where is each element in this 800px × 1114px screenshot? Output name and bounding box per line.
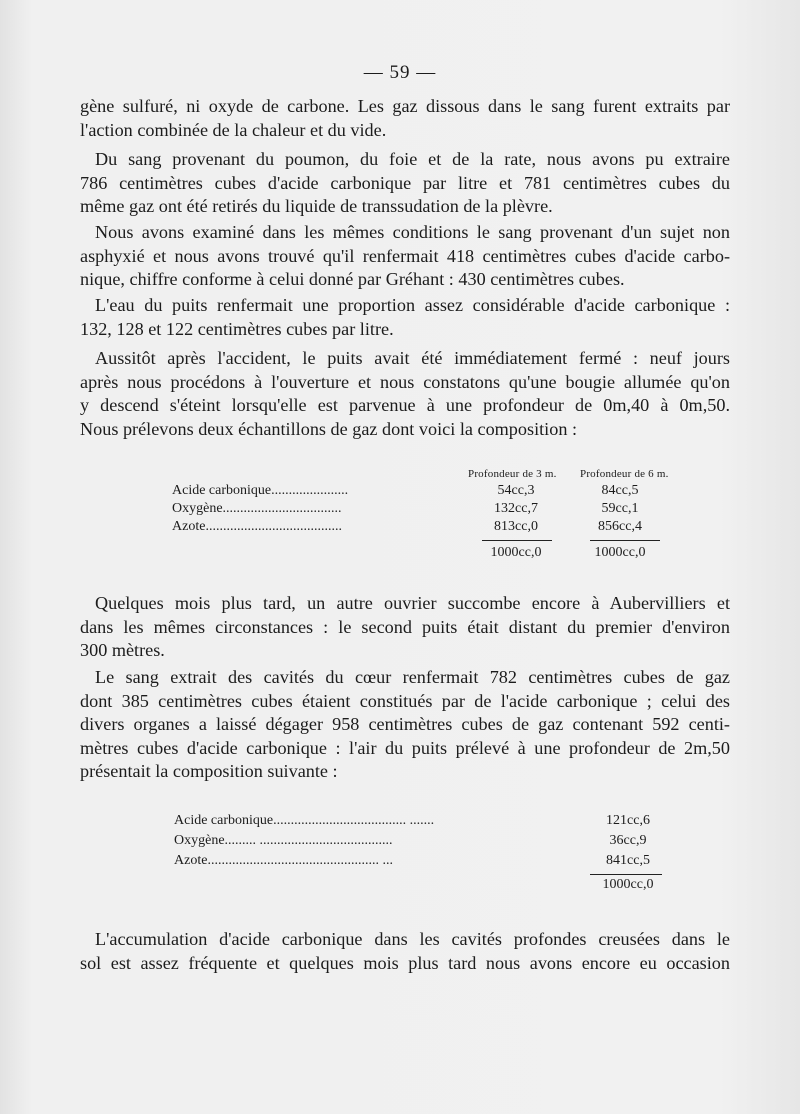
text-line: y descend s'éteint lorsqu'elle est parvenue à une profondeur de 0m,40 à 0m,50. [80,395,730,415]
text-line: 300 mètres. [80,640,165,660]
text-line: Nous avons examiné dans les mêmes conditions le sang provenant d'un sujet non [95,222,730,242]
text-line: nique, chiffre conforme à celui donné par Gréhant : 430 centimètres cubes. [80,269,625,289]
table-total-row [174,876,694,894]
paragraph-1 [80,95,730,142]
text-line: Le sang extrait des cavités du cœur renfermait 782 centimètres cubes de gaz [95,667,730,687]
column-header: Profondeur de 3 m. [468,468,557,480]
leader-dots: ...................... [271,483,349,498]
row-label: Acide carbonique [174,813,274,828]
table-cell: 84cc,5 [601,483,639,498]
table-row [172,500,692,518]
text-line: Aussitôt après l'accident, le puits avait été immédiatement fermé : neuf jours [95,348,730,368]
row-label: Azote [174,853,208,868]
leader-dots: ....................................... [205,519,342,534]
leader-dots: ...................................... ....... [273,813,435,828]
row-label: Azote [172,519,206,534]
paragraph-4 [80,294,730,341]
table-row [172,518,692,536]
leader-dots: ......... ...................................... [224,833,393,848]
text-line: 132, 128 et 122 centimètres cubes par litre. [80,318,394,339]
leader-dots: ................................................. ... [207,853,393,868]
text-line: l'action combinée de la chaleur et du vide. [80,119,387,140]
table-total: 1000cc,0 [594,545,646,560]
text-line: même gaz ont été retirés du liquide de transsudation de la plèvre. [80,196,553,216]
leader-dots: .................................. [222,501,342,516]
row-label: Oxygène [172,501,223,516]
text-line: L'eau du puits renfermait une proportion assez considérable d'acide carbonique : [95,295,730,315]
text-line: Nous prélevons deux échantillons de gaz dont voici la composition : [80,418,578,439]
table-total-row [172,544,692,562]
text-line: Du sang provenant du poumon, du foie et de la rate, nous avons pu extraire [95,149,730,169]
table-cell: 813cc,0 [494,519,538,534]
table-cell: 54cc,3 [497,483,535,498]
paragraph-8 [80,928,730,975]
row-label: Acide carbonique [172,483,272,498]
text-line: L'accumulation d'acide carbonique dans les cavités profondes creusées dans le [95,929,730,949]
table-row [174,812,694,830]
table-total: 1000cc,0 [490,545,542,560]
text-line: Quelques mois plus tard, un autre ouvrier succombe encore à Aubervilliers et [95,593,730,613]
paragraph-6 [80,592,730,663]
text-line: sol est assez fréquente et quelques mois plus tard nous avons encore eu occasion [80,952,730,973]
table-cell: 841cc,5 [606,853,650,868]
text-line: dans les mêmes circonstances : le second puits était distant du premier d'environ [80,616,730,637]
table-cell: 856cc,4 [598,519,642,534]
paragraph-2 [80,148,730,219]
table-cell: 132cc,7 [494,501,538,516]
row-label: Oxygène [174,833,225,848]
text-line: après nous procédons à l'ouverture et nous constatons qu'une bougie allumée qu'on [80,371,730,392]
paragraph-3 [80,221,730,292]
column-header: Profondeur de 6 m. [580,468,669,480]
table-cell: 121cc,6 [606,813,650,828]
text-line: asphyxié et nous avons trouvé qu'il renfermait 418 centimètres cubes d'acide carbo- [80,245,730,266]
table-cell: 59cc,1 [601,501,639,516]
text-line: gène sulfuré, ni oxyde de carbone. Les gaz dissous dans le sang furent extraits par [80,96,730,116]
page-number: — 59 — [363,62,437,83]
table-row [172,482,692,500]
table-row [174,832,694,850]
table-total: 1000cc,0 [602,877,654,892]
paragraph-5 [80,347,730,441]
text-line: dont 385 centimètres cubes étaient constitués par de l'acide carbonique ; celui des [80,690,730,711]
sum-rule [590,540,660,541]
table-cell: 36cc,9 [609,833,647,848]
sum-rule [482,540,552,541]
sum-rule [590,874,662,875]
text-line: 786 centimètres cubes d'acide carbonique par litre et 781 centimètres cubes du [80,172,730,193]
paragraph-7 [80,666,730,784]
table-row [174,852,694,870]
text-line: divers organes a laissé dégager 958 centimètres cubes de gaz contenant 592 centi- [80,714,730,734]
text-line: mètres cubes d'acide carbonique : l'air du puits prélevé à une profondeur de 2m,50 [80,737,730,758]
text-line: présentait la composition suivante : [80,761,338,781]
